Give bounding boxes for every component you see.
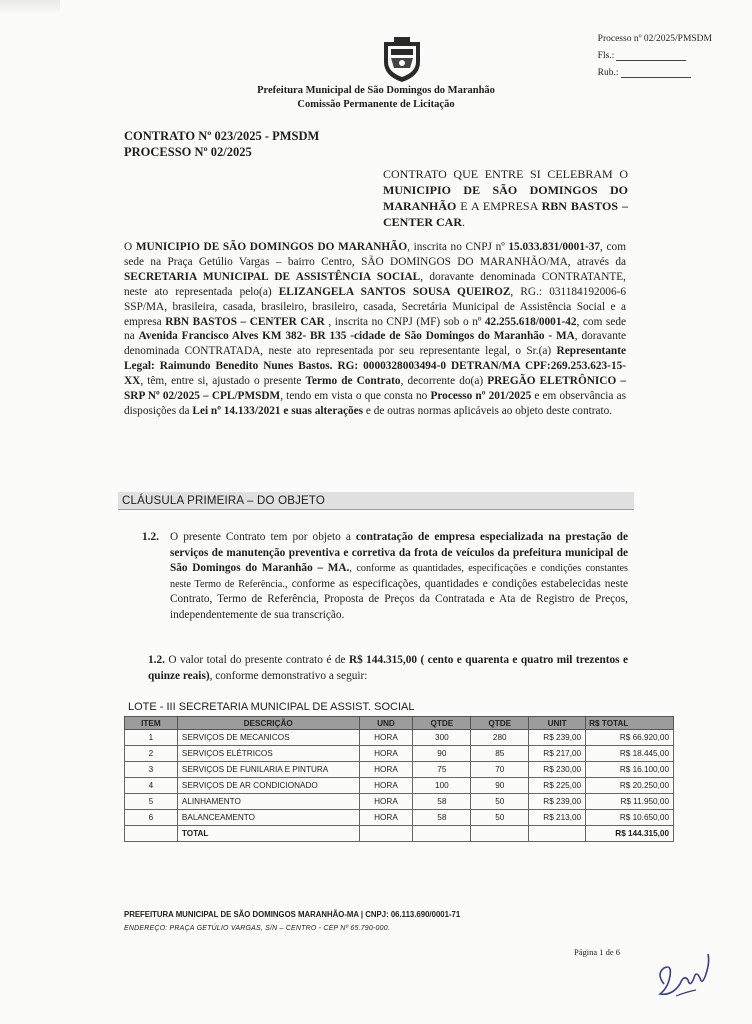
fls-line [616, 51, 686, 61]
clause-item-value: 1.2. O valor total do presente contrato é de R$ 144.315,00 ( cento e quarenta e quatro mil trezentos e quinze reais), conforme demonstrativo a seguir: [148, 654, 628, 682]
preamble-party-1: MUNICIPIO DE SÃO DOMINGOS DO MARANHÃO [383, 183, 628, 213]
page-number: Página 1 de 6 [574, 947, 621, 957]
clause-heading: CLÁUSULA PRIMEIRA – DO OBJETO [118, 492, 634, 510]
table-total-row [125, 826, 674, 842]
table-row: 4 SERVIÇOS DE AR CONDICIONADO HORA 100 90 R$ 225,00 R$ 20.250,00 [125, 778, 674, 794]
total-label: TOTAL [177, 826, 359, 842]
item-number: 1.2. [142, 531, 159, 543]
table-header-row [125, 717, 674, 730]
total-value: R$ 144.315,00 [586, 826, 674, 842]
process-number: PROCESSO Nº 02/2025 [124, 145, 252, 159]
process-ref: Processo nº 02/2025/PMSDM [597, 34, 712, 44]
table-row: 1 SERVIÇOS DE MECANICOS HORA 300 280 R$ 239,00 R$ 66.920,00 [125, 730, 674, 746]
fls-label: Fls.: [597, 51, 615, 61]
header-description: DESCRIÇÃO [177, 717, 359, 730]
handwritten-signature-icon [650, 944, 720, 1014]
parties-paragraph: O MUNICIPIO DE SÃO DOMINGOS DO MARANHÃO, inscrita no CNPJ nº 15.033.831/0001-37, com sede na Praça Getúlio Vargas – bairro Centro, SÃO DOMINGOS DO MARANHÃO/MA, através da SECRETARIA MUNICIPAL DE ASSISTÊNCIA SOCIAL, doravante denominada CONTRATANTE, neste ato representada pelo(a) ELIZANGELA SANTOS SOUSA QUEIROZ, RG.: 031184192006-6 SSP/MA, brasileira, casada, brasileiro, brasileiro, casada, Secretária Municipal de Assistência Social e a empresa RBN BASTOS – CENTER CAR , inscrita no CNPJ (MF) sob o nº 42.255.618/0001-42, com sede na Avenida Francisco Alves KM 382- BR 135 -cidade de São Domingos do Maranhão - MA, doravante denominada CONTRATADA, neste ato representada por seu representante legal, o Sr.(a) Representante Legal: Raimundo Benedito Nunes Bastos. RG: 0000328003494-0 DETRAN/MA CPF:269.253.623-15-XX, têm, entre si, ajustado o presente Termo de Contrato, decorrente do(a) PREGÃO ELETRÔNICO – SRP Nº 02/2025 – CPL/PMSDM, tendo em vista o que consta no Processo nº 201/2025 e em observância as disposições da Lei nº 14.133/2021 e suas alterações e de outras normas aplicáveis ao objeto deste contrato. [124, 241, 627, 417]
lote-title: LOTE - III SECRETARIA MUNICIPAL DE ASSIST. SOCIAL [128, 701, 415, 713]
header-unit: UND [359, 717, 413, 730]
services-table [124, 716, 674, 842]
table-row: 3 SERVIÇOS DE FUNILARIA E PINTURA HORA 75 70 R$ 230,00 R$ 16.100,00 [125, 762, 674, 778]
rub-line [621, 68, 691, 78]
table-row: 5 ALINHAMENTO HORA 58 50 R$ 239,00 R$ 11.950,00 [125, 794, 674, 810]
contract-preamble [383, 166, 628, 230]
table-row: 6 BALANCEAMENTO HORA 58 50 R$ 213,00 R$ 10.650,00 [125, 810, 674, 826]
process-reference-box [598, 34, 712, 85]
contract-number: CONTRATO Nº 023/2025 - PMSDM [124, 129, 320, 143]
rub-label: Rub.: [597, 68, 619, 78]
header-unit-price: UNIT [529, 717, 586, 730]
preamble-party-2: RBN BASTOS – CENTER CAR [383, 199, 628, 229]
institution-header [0, 84, 752, 112]
header-item: ITEM [125, 717, 178, 730]
header-total: R$ TOTAL [586, 717, 674, 730]
preamble-text: . [462, 215, 466, 229]
commission-name: Comissão Permanente de Licitação [297, 99, 455, 110]
clause-item-object: 1.2. O presente Contrato tem por objeto a contratação de empresa especializada na prestação de serviços de manutenção preventiva e corretiva da frota de veículos da prefeitura municipal de São Domingos do Maranhão – MA., conforme as quantidades, especificações e condições constantes neste Termo de Referência., conforme as especificações, quantidades e condições estabelecidas neste Contrato, Termo de Referência, Proposta de Preços da Contratada e Ata de Registro de Preços, independentemente de sua transcrição. [142, 531, 629, 621]
item-number: 1.2. [148, 654, 165, 666]
footer-institution: PREFEITURA MUNICIPAL DE SÃO DOMINGOS MARANHÃO-MA | CNPJ: 06.113.690/0001-71 [124, 910, 461, 919]
header-qty-2: QTDE [471, 717, 529, 730]
municipal-crest-icon [380, 36, 424, 84]
scan-edge-shadow [0, 0, 60, 14]
table-row: 2 SERVIÇOS ELÉTRICOS HORA 90 85 R$ 217,00 R$ 18.445,00 [125, 746, 674, 762]
header-qty-1: QTDE [413, 717, 471, 730]
contract-identification [124, 128, 319, 160]
institution-name: Prefeitura Municipal de São Domingos do Maranhão [257, 85, 495, 96]
preamble-text: E A EMPRESA [456, 199, 542, 213]
preamble-text: CONTRATO QUE ENTRE SI CELEBRAM O [383, 167, 628, 181]
footer-address: ENDEREÇO: PRAÇA GETÚLIO VARGAS, S/N – CENTRO - CEP Nº 65.790-000. [124, 925, 390, 932]
